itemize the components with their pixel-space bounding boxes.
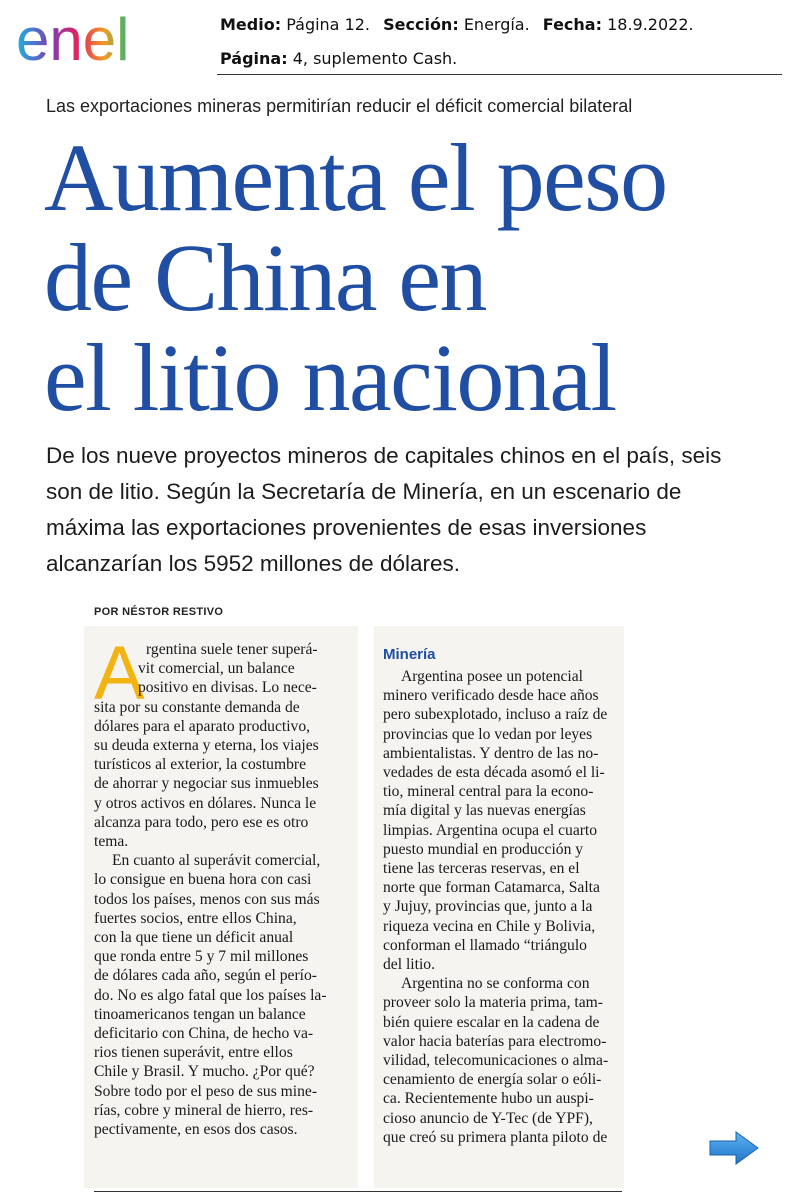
article-byline: POR NÉSTOR RESTIVO (94, 606, 224, 618)
body-line: rios tienen superávit, entre ellos (94, 1044, 293, 1062)
article-kicker: Las exportaciones mineras permitirían reducir el déficit comercial bilateral (46, 96, 633, 116)
article-column-2 (383, 646, 608, 1147)
body-line: proveer solo la materia prima, tam- (383, 994, 603, 1012)
seccion-value: Energía. (463, 15, 530, 34)
body-line: de ahorrar y negociar sus inmuebles (94, 775, 319, 793)
body-line: del litio. (383, 956, 435, 974)
body-line: pero subexplotado, incluso a raíz de (383, 706, 608, 724)
pagina-label: Página: (220, 49, 288, 68)
fecha-label: Fecha: (542, 15, 602, 34)
body-line: con la que tiene un déficit anual (94, 929, 294, 947)
body-line: vedades de esta década asomó el li- (383, 764, 605, 782)
body-line: su deuda externa y eterna, los viajes (94, 737, 319, 755)
body-line: conforman el llamado “triángulo (383, 936, 587, 954)
article-column-1 (94, 631, 327, 1139)
body-line: Chile y Brasil. Y mucho. ¿Por qué? (94, 1063, 315, 1081)
body-line: que ronda entre 5 y 7 mil millones (94, 948, 309, 966)
drop-cap: A (94, 631, 145, 716)
body-line: y otros activos en dólares. Nunca le (94, 794, 317, 812)
body-line: puesto mundial en producción y (383, 840, 584, 858)
body-line: tiene las terceras reservas, en el (383, 860, 580, 878)
headline-line: el litio nacional (44, 324, 616, 431)
body-line: deficitario con China, de hecho va- (94, 1025, 314, 1043)
body-line: Argentina posee un potencial (401, 668, 584, 685)
body-line: tio, mineral central para la econo- (383, 783, 594, 801)
body-line: bién quiere escalar en la cadena de (383, 1013, 600, 1031)
body-line: cenamiento de energía solar o eóli- (383, 1071, 602, 1089)
body-line: Argentina no se conforma con (401, 975, 590, 993)
meta-line-1 (220, 8, 694, 42)
header-divider (217, 74, 782, 75)
body-line: que creó su primera planta piloto de (383, 1128, 608, 1146)
body-line: lo consigue en buena hora con casi (94, 871, 312, 889)
body-line: cioso anuncio de Y-Tec (de YPF), (383, 1109, 593, 1127)
seccion-label: Sección: (383, 15, 459, 34)
body-line: mía digital y las nuevas energías (383, 802, 586, 820)
body-line: positivo en divisas. Lo nece- (138, 679, 317, 697)
body-line: rgentina suele tener superá- (146, 641, 318, 658)
body-line: En cuanto al superávit comercial, (112, 852, 321, 870)
body-line: limpias. Argentina ocupa el cuarto (383, 821, 598, 839)
body-line: pectivamente, en esos dos casos. (94, 1121, 298, 1139)
medio-label: Medio: (220, 15, 282, 34)
body-line: rías, cobre y mineral de hierro, res- (94, 1101, 314, 1119)
article-headline (44, 124, 667, 431)
body-line: riqueza vecina en Chile y Bolivia, (383, 917, 596, 935)
arrow-right-icon[interactable] (708, 1130, 760, 1166)
section-subhead: Minería (383, 646, 436, 663)
source-metadata (220, 8, 694, 76)
headline-line: Aumenta el peso (44, 124, 667, 231)
enel-logo (14, 6, 174, 68)
body-line: valor hacia baterías para electromo- (383, 1032, 607, 1050)
article-lead: De los nueve proyectos mineros de capitales chinos en el país, seis son de litio. Según la Secretaría de Minería, en un escenario de máxima las exportaciones provenientes de esas inversiones alcanzarían los 5952 millones de dólares. (46, 443, 722, 576)
headline-line: de China en (44, 224, 487, 331)
meta-line-2 (220, 42, 694, 76)
logo-wordmark: enel (16, 6, 130, 68)
body-line: fuertes socios, entre ellos China, (94, 909, 297, 927)
body-line: todos los países, menos con sus más (94, 890, 320, 908)
body-line: vit comercial, un balance (138, 660, 295, 678)
body-line: norte que forman Catamarca, Salta (383, 879, 600, 897)
body-line: de dólares cada año, según el perío- (94, 967, 317, 985)
body-line: alcanza para todo, pero ese es otro (94, 813, 309, 831)
body-line: dólares para el aparato productivo, (94, 717, 311, 735)
body-line: vilidad, telecomunicaciones o alma- (383, 1052, 609, 1070)
body-line: provincias que lo vedan por leyes (383, 725, 593, 743)
body-line: sita por su constante demanda de (94, 698, 300, 716)
body-line: minero verificado desde hace años (383, 687, 599, 705)
body-line: y Jujuy, provincias que, junto a la (383, 898, 593, 916)
body-line: tinoamericanos tengan un balance (94, 1005, 306, 1023)
body-line: turísticos al exterior, la costumbre (94, 756, 306, 774)
pagina-value: 4, suplemento Cash. (292, 49, 458, 68)
body-line: tema. (94, 833, 129, 851)
body-line: ca. Recientemente hubo un auspi- (383, 1090, 594, 1108)
body-line: ambientalistas. Y dentro de las no- (383, 744, 599, 762)
medio-value: Página 12. (286, 15, 371, 34)
body-line: Sobre todo por el peso de sus mine- (94, 1082, 318, 1100)
fecha-value: 18.9.2022. (607, 15, 694, 34)
body-line: do. No es algo fatal que los países la- (94, 986, 327, 1004)
footer-divider (94, 1191, 622, 1192)
